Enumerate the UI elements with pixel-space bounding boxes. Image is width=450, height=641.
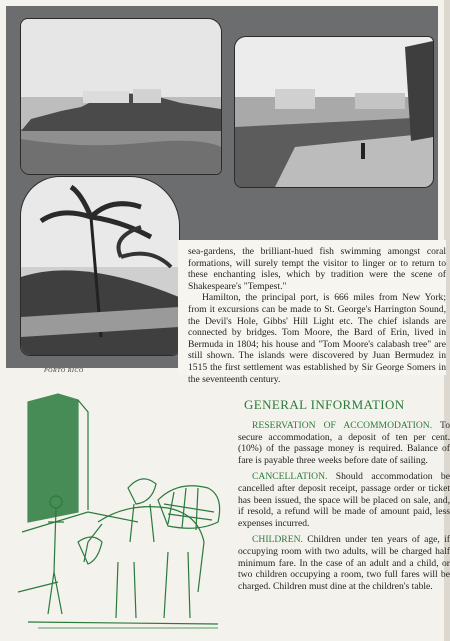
photo-coastal-fort bbox=[20, 18, 222, 175]
children-paragraph bbox=[238, 534, 450, 592]
children-title: CHILDREN. bbox=[252, 534, 303, 546]
cancellation-paragraph bbox=[238, 471, 450, 529]
photo-caption: PORTO RICO bbox=[44, 368, 84, 374]
donkey-sketch-illustration bbox=[18, 392, 228, 632]
general-information-heading: GENERAL INFORMATION bbox=[244, 397, 405, 412]
intro-text bbox=[188, 246, 446, 385]
children-text: Children under ten years of age, if occupying room with two adults, will be charged half minimum fare. In the case of an adult and a child, or two children occupying a room, two full fares will be charged. Children must dine at the children's table. bbox=[238, 534, 450, 592]
photo-palm-trees bbox=[20, 176, 180, 356]
intro-paragraph-2: Hamilton, the principal port, is 666 miles from New York; from it excursions can be made to St. George's Harrington Sound, the Devil's Hole, Gibbs' Hill Light etc. The chief islands are connected by bridges. Tom Moore, the Bard of Erin, lived in Bermuda in 1804; his house and "Tom Moore's calabash tree" are still shown. The islands were discovered by Juan Bermudez in 1515 the first settlement was established by Sir George Somers in the seventeenth century. bbox=[188, 292, 446, 385]
reservation-title: RESERVATION OF ACCOMMODATION. bbox=[252, 420, 433, 431]
reservation-text: To secure accommodation, a deposit of ten per cent. (10%) of the passage money is required. Balance of fare is payable three weeks before date of sailing. bbox=[238, 420, 450, 466]
intro-paragraph-1: sea-gardens, the brilliant-hued fish swimming amongst coral formations, will surely tempt the visitor to linger or to return to these enchanting isles, which by tradition were the scene of Shakespeare's "Tempest." bbox=[188, 246, 446, 292]
cancellation-title: CANCELLATION. bbox=[252, 471, 328, 483]
general-information-body bbox=[238, 420, 450, 597]
photo-sea-wall-street bbox=[234, 36, 434, 188]
cancellation-text: Should accommodation be cancelled after deposit receipt, passage order or ticket has been issued, the space will be placed on sale, and, if resold, a refund will be made of amount paid, less expenses incurred. bbox=[238, 471, 450, 529]
reservation-paragraph bbox=[238, 420, 450, 466]
